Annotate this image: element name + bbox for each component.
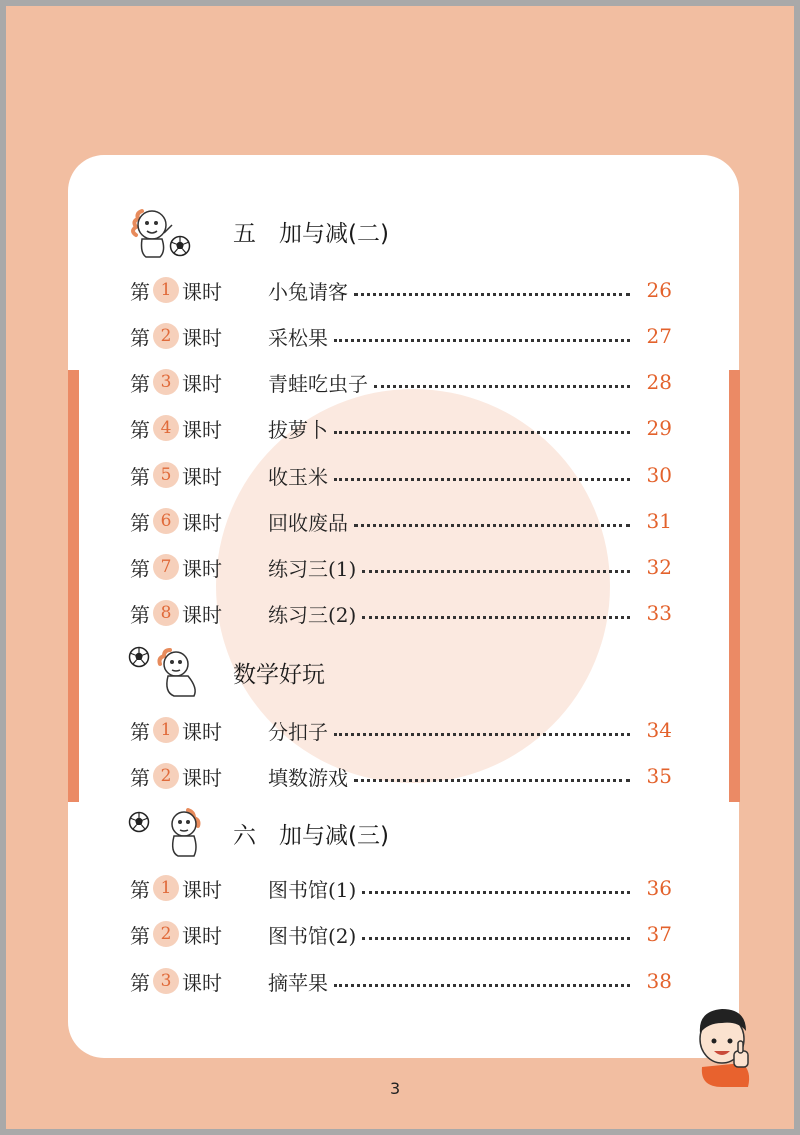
lesson-number-badge: 6 [153,508,179,534]
dot-leader [334,733,630,736]
toc-row[interactable] [130,873,672,903]
toc-row[interactable] [130,460,672,490]
toc-row[interactable] [130,321,672,351]
lesson-suffix: 课时 [182,970,222,995]
lesson-number-badge: 4 [153,415,179,441]
lesson-number-badge: 3 [153,968,179,994]
dot-leader [362,937,630,940]
toc-row[interactable] [130,413,672,443]
lesson-prefix: 第 [130,417,150,442]
toc-row[interactable] [130,275,672,305]
lesson-suffix: 课时 [182,510,222,535]
page-reference: 27 [646,324,672,348]
dot-leader [334,984,630,987]
lesson-title: 青蛙吃虫子 [268,371,368,396]
section-heading: 六 加与减(三) [233,823,389,849]
page-reference: 32 [646,555,672,579]
lesson-suffix: 课时 [182,279,222,304]
toc-row[interactable] [130,552,672,582]
lesson-title: 分扣子 [268,719,328,744]
page-reference: 33 [646,601,672,625]
lesson-number-badge: 1 [153,875,179,901]
dot-leader [362,891,630,894]
dot-leader [354,524,630,527]
page-reference: 26 [646,278,672,302]
page-reference: 36 [646,876,672,900]
dot-leader [362,616,630,619]
section-heading: 数学好玩 [233,662,325,688]
lesson-title: 收玉米 [268,464,328,489]
page-reference: 31 [646,509,672,533]
page-reference: 29 [646,416,672,440]
page-reference: 28 [646,370,672,394]
lesson-prefix: 第 [130,602,150,627]
lesson-title: 采松果 [268,325,328,350]
toc-row[interactable] [130,506,672,536]
lesson-title: 填数游戏 [268,765,348,790]
lesson-suffix: 课时 [182,556,222,581]
toc-row[interactable] [130,715,672,745]
thumbs-up-boy-icon [692,1003,756,1087]
lesson-title: 回收废品 [268,510,348,535]
lesson-title: 图书馆(1) [268,877,357,902]
left-accent-bar [68,370,79,802]
lesson-prefix: 第 [130,325,150,350]
lesson-title: 图书馆(2) [268,923,357,948]
lesson-title: 拔萝卜 [268,417,328,442]
toc-row[interactable] [130,761,672,791]
soccer-ball-icon [169,235,191,257]
lesson-suffix: 课时 [182,602,222,627]
toc-row[interactable] [130,919,672,949]
lesson-title: 练习三(1) [268,556,357,581]
lesson-prefix: 第 [130,970,150,995]
dot-leader [334,478,630,481]
lesson-prefix: 第 [130,371,150,396]
right-accent-bar [729,370,740,802]
page-reference: 34 [646,718,672,742]
dot-leader [354,779,630,782]
dot-leader [354,293,630,296]
toc-row[interactable] [130,367,672,397]
lesson-number-badge: 5 [153,462,179,488]
lesson-number-badge: 2 [153,323,179,349]
page-reference: 30 [646,463,672,487]
lesson-suffix: 课时 [182,765,222,790]
lesson-prefix: 第 [130,279,150,304]
toc-row[interactable] [130,966,672,996]
soccer-ball-icon [128,646,150,668]
lesson-number-badge: 1 [153,717,179,743]
lesson-prefix: 第 [130,556,150,581]
lesson-suffix: 课时 [182,417,222,442]
dinosaur-mascot-icon [158,806,208,858]
lesson-title: 小兔请客 [268,279,348,304]
page-reference: 38 [646,969,672,993]
lesson-prefix: 第 [130,877,150,902]
lesson-prefix: 第 [130,464,150,489]
lesson-number-badge: 8 [153,600,179,626]
page-number: 3 [390,1079,401,1098]
page-reference: 37 [646,922,672,946]
lesson-number-badge: 2 [153,921,179,947]
lesson-prefix: 第 [130,510,150,535]
lesson-suffix: 课时 [182,371,222,396]
soccer-ball-icon [128,811,150,833]
dot-leader [374,385,630,388]
lesson-title: 摘苹果 [268,970,328,995]
lesson-title: 练习三(2) [268,602,357,627]
lesson-number-badge: 7 [153,554,179,580]
section-heading: 五 加与减(二) [233,221,389,247]
lesson-prefix: 第 [130,765,150,790]
lesson-suffix: 课时 [182,464,222,489]
dot-leader [362,570,630,573]
dot-leader [334,339,630,342]
lesson-suffix: 课时 [182,719,222,744]
toc-row[interactable] [130,598,672,628]
lesson-suffix: 课时 [182,325,222,350]
lesson-prefix: 第 [130,923,150,948]
lesson-number-badge: 1 [153,277,179,303]
lesson-suffix: 课时 [182,923,222,948]
dot-leader [334,431,630,434]
page-reference: 35 [646,764,672,788]
lesson-number-badge: 2 [153,763,179,789]
lesson-number-badge: 3 [153,369,179,395]
dinosaur-mascot-icon [150,644,206,700]
lesson-suffix: 课时 [182,877,222,902]
lesson-prefix: 第 [130,719,150,744]
